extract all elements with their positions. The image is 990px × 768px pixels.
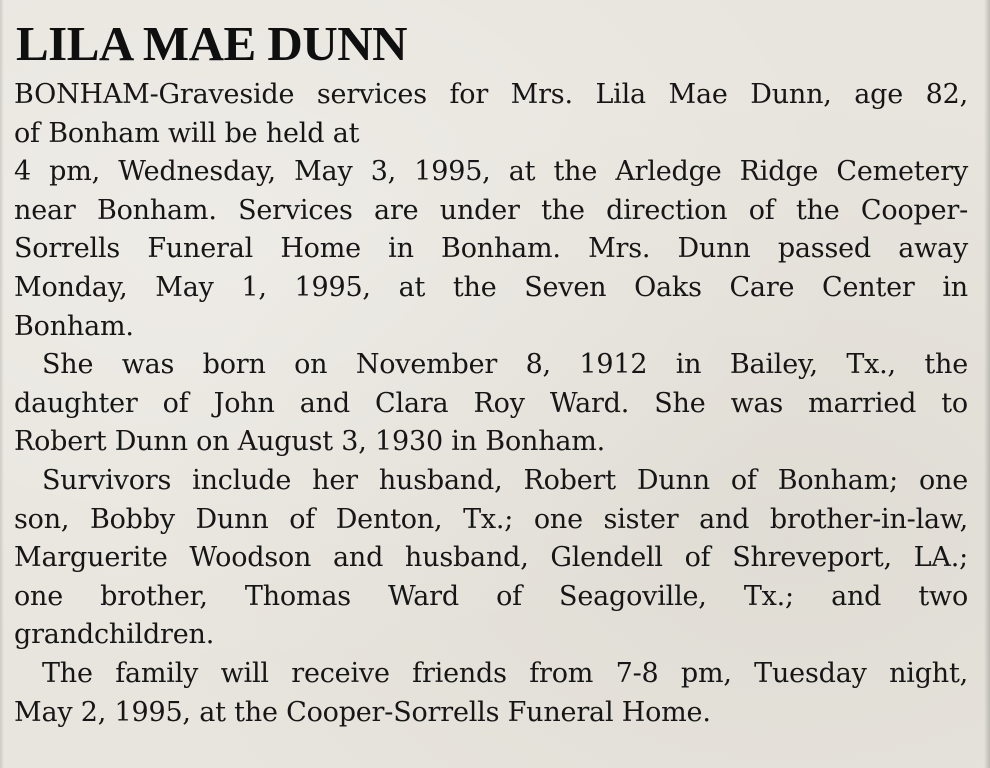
text-line: Survivors include her husband, Robert Dunn of Bonham; one (42, 464, 968, 496)
text-line: Sorrells Funeral Home in Bonham. Mrs. Dunn passed away (14, 233, 968, 265)
text-line: Bonham. (14, 310, 134, 342)
paragraph-birth (14, 346, 968, 462)
right-edge-shadow (984, 0, 990, 768)
text-line: grandchildren. (14, 619, 215, 651)
obituary-body (14, 76, 968, 732)
text-line: She was born on November 8, 1912 in Bailey, Tx., the (42, 349, 968, 381)
text-line: of Bonham will be held at (14, 117, 360, 149)
text-line: BONHAM-Graveside services for Mrs. Lila Mae Dunn, age 82, (14, 79, 968, 110)
text-line: Marguerite Woodson and husband, Glendell of Shreveport, LA.; (14, 542, 968, 574)
left-edge-shadow (0, 0, 4, 768)
text-line: one brother, Thomas Ward of Seagoville, Tx.; and two (14, 580, 968, 612)
text-line: 4 pm, Wednesday, May 3, 1995, at the Arledge Ridge Cemetery (14, 156, 968, 188)
paragraph-services (14, 76, 968, 346)
text-line: The family will receive friends from 7-8 pm, Tuesday night, (42, 657, 968, 689)
headline: LILA MAE DUNN (16, 16, 407, 71)
text-line: May 2, 1995, at the Cooper-Sorrells Funeral Home. (14, 696, 711, 728)
paragraph-survivors (14, 462, 968, 655)
text-line: son, Bobby Dunn of Denton, Tx.; one sister and brother-in-law, (14, 503, 968, 535)
text-line: Monday, May 1, 1995, at the Seven Oaks Care Center in (14, 271, 968, 303)
text-line: near Bonham. Services are under the direction of the Cooper- (14, 194, 968, 226)
text-line: daughter of John and Clara Roy Ward. She was married to (14, 387, 968, 419)
paragraph-visitation (14, 655, 968, 732)
text-line: Robert Dunn on August 3, 1930 in Bonham. (14, 426, 606, 458)
